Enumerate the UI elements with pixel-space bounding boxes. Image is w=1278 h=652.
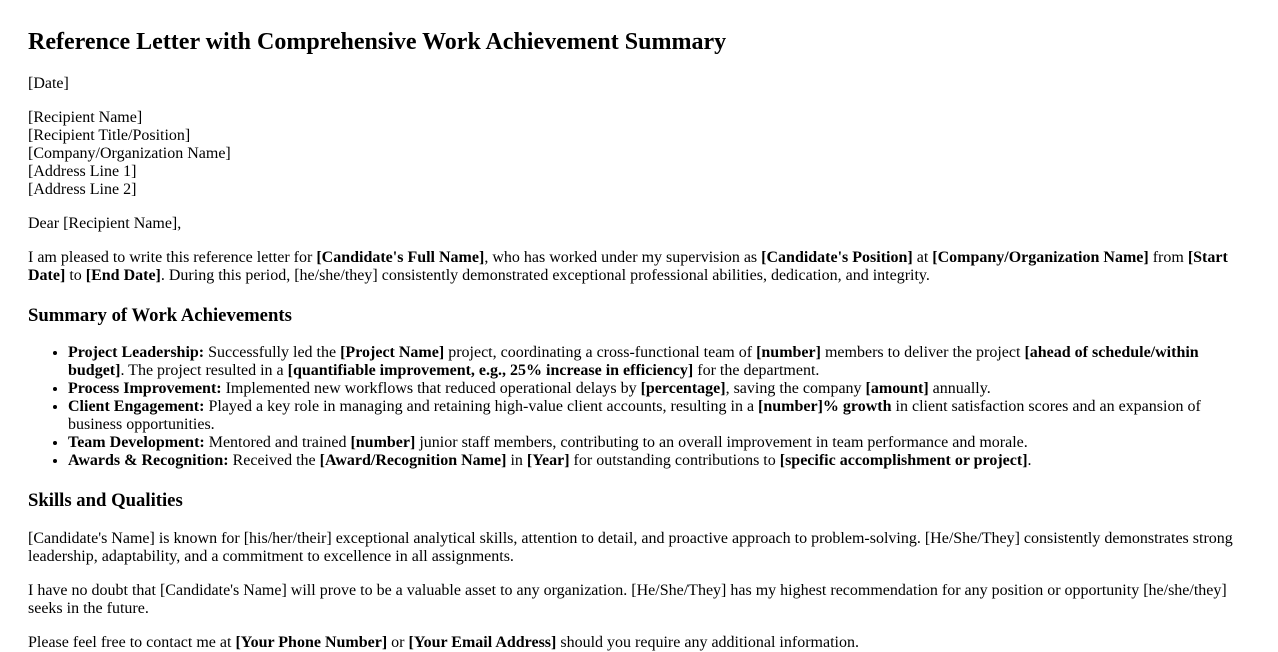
recipient-address	[28, 109, 1248, 199]
candidate-full-name: [Candidate's Full Name]	[316, 249, 485, 266]
contact-paragraph: Please feel free to contact me at [Your Phone Number] or [Your Email Address] should you require any additional information.	[28, 634, 859, 651]
recipient-address-line-1: [Address Line 1]	[28, 163, 137, 180]
start-date: [Start Date]	[28, 249, 1228, 284]
email-address: [Your Email Address]	[408, 634, 557, 651]
salutation: Dear [Recipient Name],	[28, 215, 182, 232]
list-item: • Client Engagement: Played a key role in managing and retaining high-value client accounts, resulting in a [number]% growth in client satisfaction scores and an expansion of business opportunities.	[68, 398, 1248, 434]
list-item: • Process Improvement: Implemented new workflows that reduced operational delays by [percentage], saving the company [amount] annually.	[68, 380, 1248, 398]
recipient-address-line-2: [Address Line 2]	[28, 181, 137, 198]
list-item: • Project Leadership: Successfully led the [Project Name] project, coordinating a cross-functional team of [number] members to deliver the project [ahead of schedule/within budget]. The project resulted in a [quantifiable improvement, e.g., 25% increase in efficiency] for the department.	[68, 344, 1248, 380]
phone-number: [Your Phone Number]	[235, 634, 388, 651]
achievements-list	[28, 344, 1248, 470]
end-date: [End Date]	[85, 267, 161, 284]
letter-date: [Date]	[28, 75, 69, 92]
recommendation-paragraph: I have no doubt that [Candidate's Name] will prove to be a valuable asset to any organization. [He/She/They] has my highest recommendation for any position or opportunity [he/she/they] seeks in the future.	[28, 582, 1227, 617]
recipient-title: [Recipient Title/Position]	[28, 127, 191, 144]
page-title: Reference Letter with Comprehensive Work Achievement Summary	[28, 29, 727, 55]
company-name: [Company/Organization Name]	[932, 249, 1149, 266]
list-item: • Team Development: Mentored and trained [number] junior staff members, contributing to an overall improvement in team performance and morale.	[68, 434, 1248, 452]
skills-heading: Skills and Qualities	[28, 490, 183, 511]
recipient-company: [Company/Organization Name]	[28, 145, 231, 162]
skills-paragraph: [Candidate's Name] is known for [his/her/their] exceptional analytical skills, attention to detail, and proactive approach to problem-solving. [He/She/They] consistently demonstrates strong leadership, adaptability, and a commitment to excellence in all assignments.	[28, 530, 1233, 565]
intro-paragraph: I am pleased to write this reference letter for [Candidate's Full Name], who has worked under my supervision as [Candidate's Position] at [Company/Organization Name] from [Start Date] to [End Date]. During this period, [he/she/they] consistently demonstrated exceptional professional abilities, dedication, and integrity.	[28, 249, 1228, 284]
recipient-name: [Recipient Name]	[28, 109, 143, 126]
candidate-position: [Candidate's Position]	[761, 249, 913, 266]
list-item: • Awards & Recognition: Received the [Award/Recognition Name] in [Year] for outstanding contributions to [specific accomplishment or project].	[68, 452, 1248, 470]
achievements-heading: Summary of Work Achievements	[28, 305, 292, 326]
